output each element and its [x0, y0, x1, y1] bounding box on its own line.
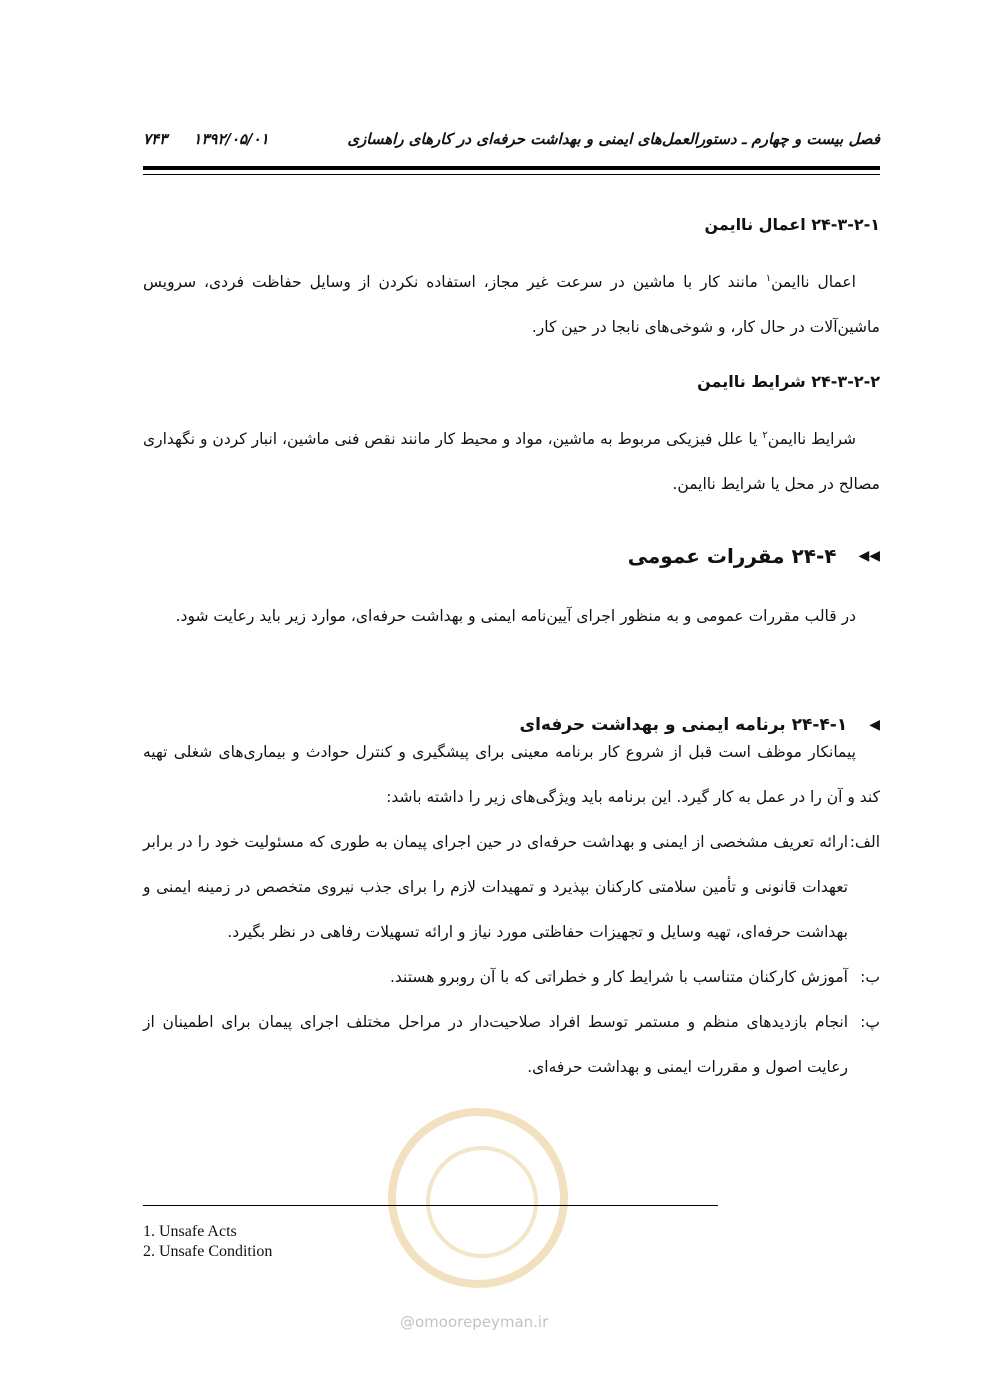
running-header [143, 124, 880, 154]
footnotes [143, 1222, 272, 1262]
paragraph-general-regulations [143, 594, 880, 639]
arrow-icon: ◀ [869, 717, 880, 733]
paragraph-safety-program [143, 730, 880, 820]
unsafe-conditions-term: شرایط ناایمن [767, 430, 856, 449]
list-item-pe [143, 1000, 880, 1090]
header-date: ۱۳۹۲/۰۵/۰۱ [193, 130, 269, 148]
safety-program-body: پیمانکار موظف است قبل از شروع کار برنامه معینی برای پیشگیری و کنترل حوادث و بیماری‌های شغلی تهیه کند و آن را در عمل به کار گیرد. این برنامه باید ویژگی‌های زیر را داشته باشد: [143, 743, 880, 806]
unsafe-acts-body: مانند کار با ماشین در سرعت غیر مجاز، استفاده نکردن از وسایل حفاظت فردی، سرویس ماشین‌آلات در حال کار، و شوخی‌های نابجا در حین کار. [143, 273, 880, 337]
list-text: انجام بازدیدهای منظم و مستمر توسط افراد صلاحیت‌دار در مراحل مختلف اجرای پیمان برای اطمینان از رعایت اصول و مقررات ایمنی و بهداشت حرفه‌ای. [143, 1013, 848, 1076]
watermark-seal [388, 1108, 568, 1288]
header-meta [143, 130, 269, 148]
heading-general-regulations [143, 544, 880, 568]
footnote-2: 2. Unsafe Condition [143, 1243, 273, 1260]
double-arrow-icon: ◀◀ [858, 548, 880, 564]
chapter-title: فصل بیست و چهارم ـ دستورالعمل‌های ایمنی و بهداشت حرفه‌ای در کارهای راهسازی [347, 130, 880, 148]
heading-unsafe-acts: ۲۴-۳-۲-۱ اعمال ناایمن [704, 215, 880, 234]
footnote-ref-1: ۱ [765, 273, 772, 284]
header-rule-thin [143, 174, 880, 175]
heading-unsafe-conditions: ۲۴-۳-۲-۲ شرایط ناایمن [697, 372, 880, 391]
footnote-1: 1. Unsafe Acts [143, 1223, 237, 1240]
list-item-be [143, 955, 880, 1000]
header-rule-thick [143, 166, 880, 170]
list-marker: الف: [849, 833, 880, 851]
safety-program-content [143, 730, 880, 1090]
list-marker: ب: [860, 968, 880, 986]
list-text: آموزش کارکنان متناسب با شرایط کار و خطراتی که با آن روبرو هستند. [389, 968, 848, 986]
unsafe-acts-term: اعمال ناایمن [771, 273, 856, 292]
list-text: ارائه تعریف مشخصی از ایمنی و بهداشت حرفه‌ای در حین اجرای پیمان به طوری که مسئولیت خود را در برابر تعهدات قانونی و تأمین سلامتی کارکنان بپذیرد و تمهیدات لازم را برای جذب نیروی متخصص در زمینه ایمنی و بهداشت حرفه‌ای، تهیه وسایل و تجهیزات حفاظتی مورد نیاز و ارائه تسهیلات رفاهی در نظر بگیرد. [143, 833, 848, 941]
safety-program-title: ۲۴-۴-۱ برنامه ایمنی و بهداشت حرفه‌ای [519, 715, 848, 735]
footnote-rule [143, 1205, 718, 1206]
watermark-url: @omoorepeyman.ir [400, 1313, 549, 1331]
page-number: ۷۴۳ [143, 130, 168, 148]
general-regulations-title: ۲۴-۴ مقررات عمومی [627, 544, 837, 568]
footnote-ref-2: ۲ [762, 430, 768, 441]
unsafe-conditions-body: یا علل فیزیکی مربوط به ماشین، مواد و محیط کار مانند نقص فنی ماشین، انبار کردن و نگهداری مصالح در محل یا شرایط ناایمن. [143, 430, 880, 494]
general-regulations-body: در قالب مقررات عمومی و به منظور اجرای آیین‌نامه ایمنی و بهداشت حرفه‌ای، موارد زیر باید رعایت شود. [175, 607, 856, 625]
list-item-alef [143, 820, 880, 955]
watermark-seal-inner [426, 1146, 538, 1258]
paragraph-unsafe-acts [143, 256, 880, 350]
paragraph-unsafe-conditions [143, 413, 880, 507]
list-marker: پ: [860, 1013, 880, 1031]
